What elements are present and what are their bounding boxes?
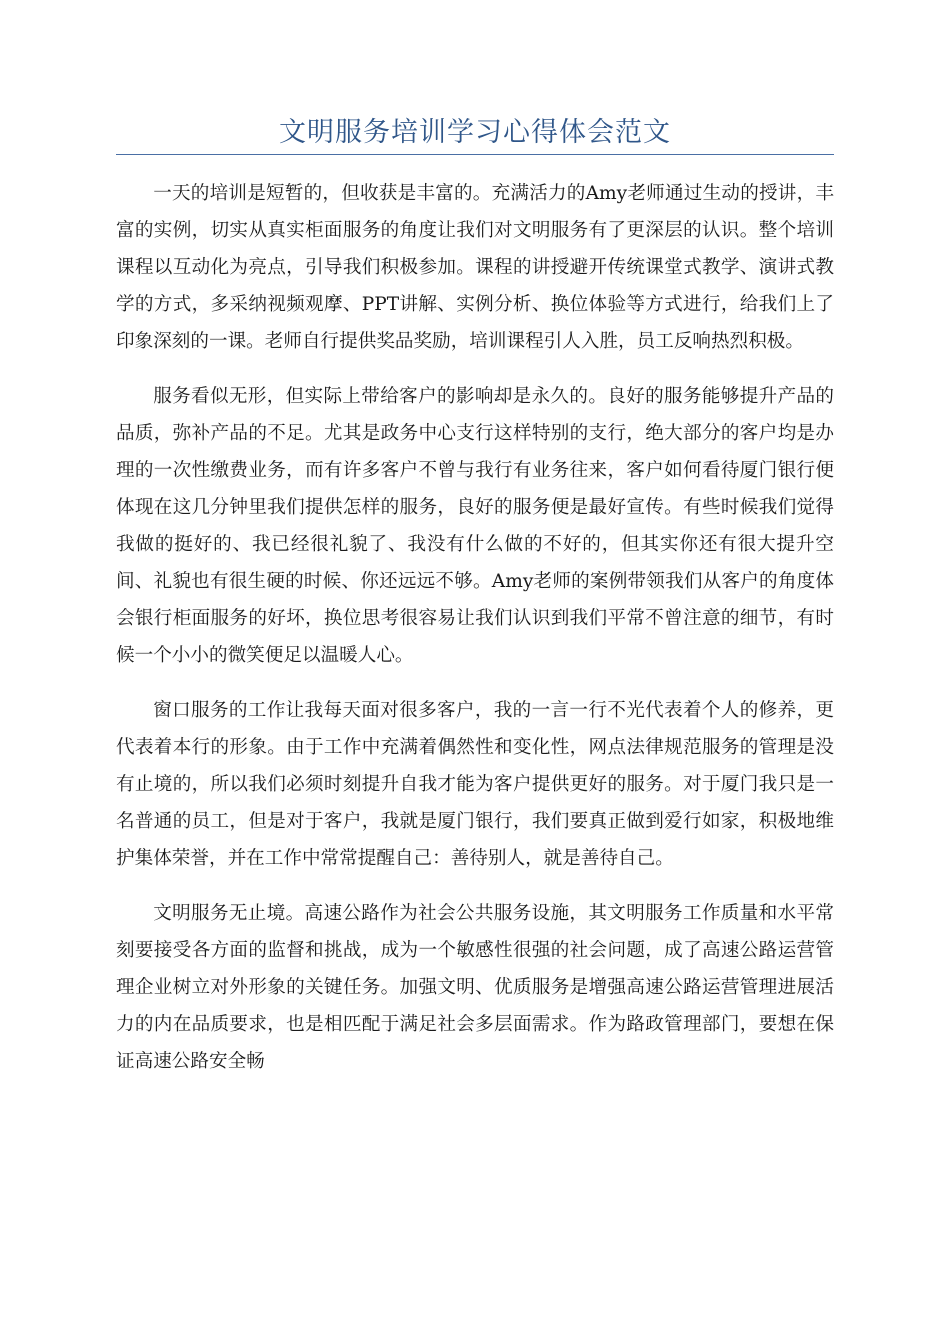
paragraph-4: 文明服务无止境。高速公路作为社会公共服务设施，其文明服务工作质量和水平常刻要接受各方面的监督和挑战，成为一个敏感性很强的社会问题，成了高速公路运营管理企业树立对外形象的关键任务。加强文明、优质服务是增强高速公路运营管理进展活力的内在品质要求，也是相匹配于满足社会多层面需求。作为路政管理部门，要想在保证高速公路安全畅 bbox=[116, 903, 834, 1072]
paragraph-3: 窗口服务的工作让我每天面对很多客户，我的一言一行不光代表着个人的修养，更代表着本行的形象。由于工作中充满着偶然性和变化性，网点法律规范服务的管理是没有止境的，所以我们必须时刻提升自我才能为客户提供更好的服务。对于厦门我只是一名普通的员工，但是对于客户，我就是厦门银行，我们要真正做到爱行如家，积极地维护集体荣誉，并在工作中常常提醒自己：善待别人，就是善待自己。 bbox=[116, 700, 834, 869]
paragraph-2: 服务看似无形，但实际上带给客户的影响却是永久的。良好的服务能够提升产品的品质，弥补产品的不足。尤其是政务中心支行这样特别的支行，绝大部分的客户均是办理的一次性缴费业务，而有许多客户不曾与我行有业务往来，客户如何看待厦门银行便体现在这几分钟里我们提供怎样的服务，良好的服务便是最好宣传。有些时候我们觉得我做的挺好的、我已经很礼貌了、我没有什么做的不好的，但其实你还有很大提升空间、礼貌也有很生硬的时候、你还远远不够。Amy老师的案例带领我们从客户的角度体会银行柜面服务的好坏，换位思考很容易让我们认识到我们平常不曾注意的细节，有时候一个小小的微笑便足以温暖人心。 bbox=[116, 386, 834, 666]
title-underline bbox=[116, 154, 834, 155]
paragraph-1: 一天的培训是短暂的，但收获是丰富的。充满活力的Amy老师通过生动的授讲，丰富的实例，切实从真实柜面服务的角度让我们对文明服务有了更深层的认识。整个培训课程以互动化为亮点，引导我们积极参加。课程的讲授避开传统课堂式教学、演讲式教学的方式，多采纳视频观摩、PPT讲解、实例分析、换位体验等方式进行，给我们上了印象深刻的一课。老师自行提供奖品奖励，培训课程引人入胜，员工反响热烈积极。 bbox=[116, 183, 834, 352]
page-title: 文明服务培训学习心得体会范文 bbox=[279, 117, 671, 148]
document-body bbox=[116, 175, 834, 1098]
